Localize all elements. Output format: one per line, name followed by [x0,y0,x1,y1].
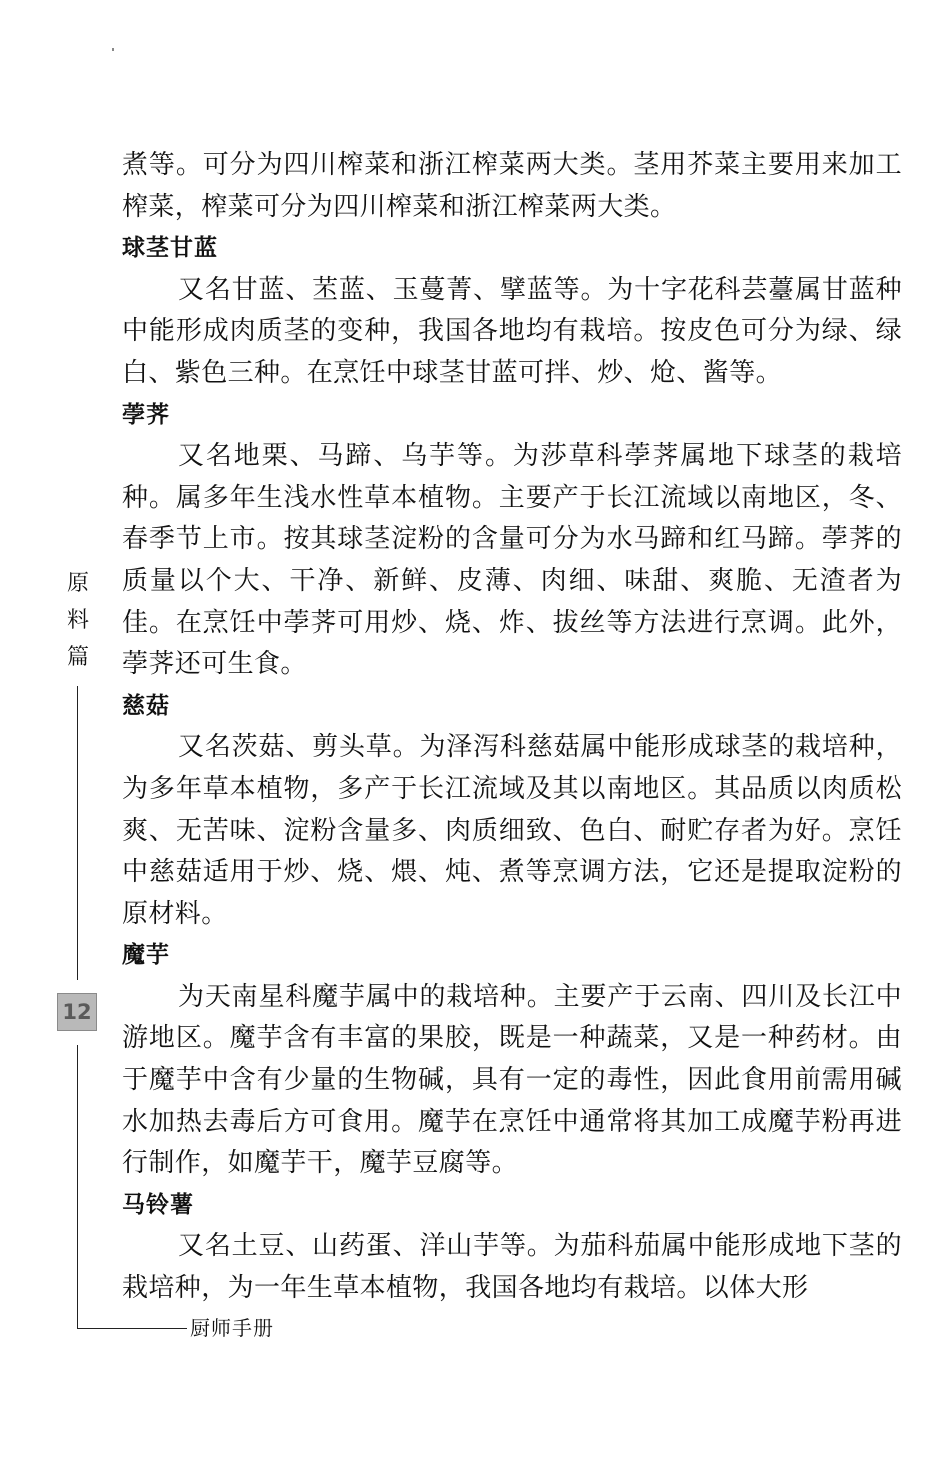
section-heading-arrowhead: 慈菇 [122,692,170,719]
main-text [122,145,902,1310]
section-body-potato: 又名土豆、山药蛋、洋山芋等。为茄科茄属中能形成地下茎的栽培种，为一年生草本植物，我国各地均有栽培。以体大形 [122,1231,902,1304]
section-heading-konjac: 魔芋 [122,942,170,969]
section-body-water-chestnut: 又名地栗、马蹄、乌芋等。为莎草科荸荠属地下球茎的栽培种。属多年生浅水性草本植物。主要产于长江流域以南地区，冬、春季节上市。按其球茎淀粉的含量可分为水马蹄和红马蹄。荸荠的质量以个大、干净、新鲜、皮薄、肉细、味甜、爽脆、无渣者为佳。在烹饪中荸荠可用炒、烧、炸、拔丝等方法进行烹调。此外，荸荠还可生食。 [122,441,902,680]
section-body-arrowhead: 又名茨菇、剪头草。为泽泻科慈菇属中能形成球茎的栽培种，为多年草本植物，多产于长江流域及其以南地区。其品质以肉质松爽、无苦味、淀粉含量多、肉质细致、色白、耐贮存者为好。烹饪中慈菇适用于炒、烧、煨、炖、煮等烹调方法，它还是提取淀粉的原材料。 [122,732,902,929]
section-heading-potato: 马铃薯 [122,1191,194,1218]
scan-speck [112,48,114,51]
chapter-side-label [64,565,92,676]
section-body-konjac: 为天南星科魔芋属中的栽培种。主要产于云南、四川及长江中游地区。魔芋含有丰富的果胶，既是一种蔬菜，又是一种药材。由于魔芋中含有少量的生物碱，具有一定的毒性，因此食用前需用碱水加热去毒后方可食用。魔芋在烹饪中通常将其加工成魔芋粉再进行制作，如魔芋干，魔芋豆腐等。 [122,981,902,1179]
footer-rule [77,1328,187,1329]
footer-book-title: 厨师手册 [190,1316,274,1340]
margin-rule-upper [77,686,78,980]
side-label-char: 料 [66,608,89,633]
intro-paragraph: 煮等。可分为四川榨菜和浙江榨菜两大类。茎用芥菜主要用来加工榨菜，榨菜可分为四川榨菜和浙江榨菜两大类。 [122,150,902,222]
section-body-kohlrabi: 又名甘蓝、苤蓝、玉蔓菁、擘蓝等。为十字花科芸薹属甘蓝种中能形成肉质茎的变种，我国各地均有栽培。按皮色可分为绿、绿白、紫色三种。在烹饪中球茎甘蓝可拌、炒、炝、酱等。 [122,274,902,388]
page-number-badge: 12 [57,993,97,1031]
margin-rule-lower [77,1045,78,1328]
section-heading-kohlrabi: 球茎甘蓝 [122,235,218,262]
side-label-char: 篇 [66,645,89,670]
section-heading-water-chestnut: 荸荠 [122,401,170,428]
side-label-char: 原 [66,571,89,596]
